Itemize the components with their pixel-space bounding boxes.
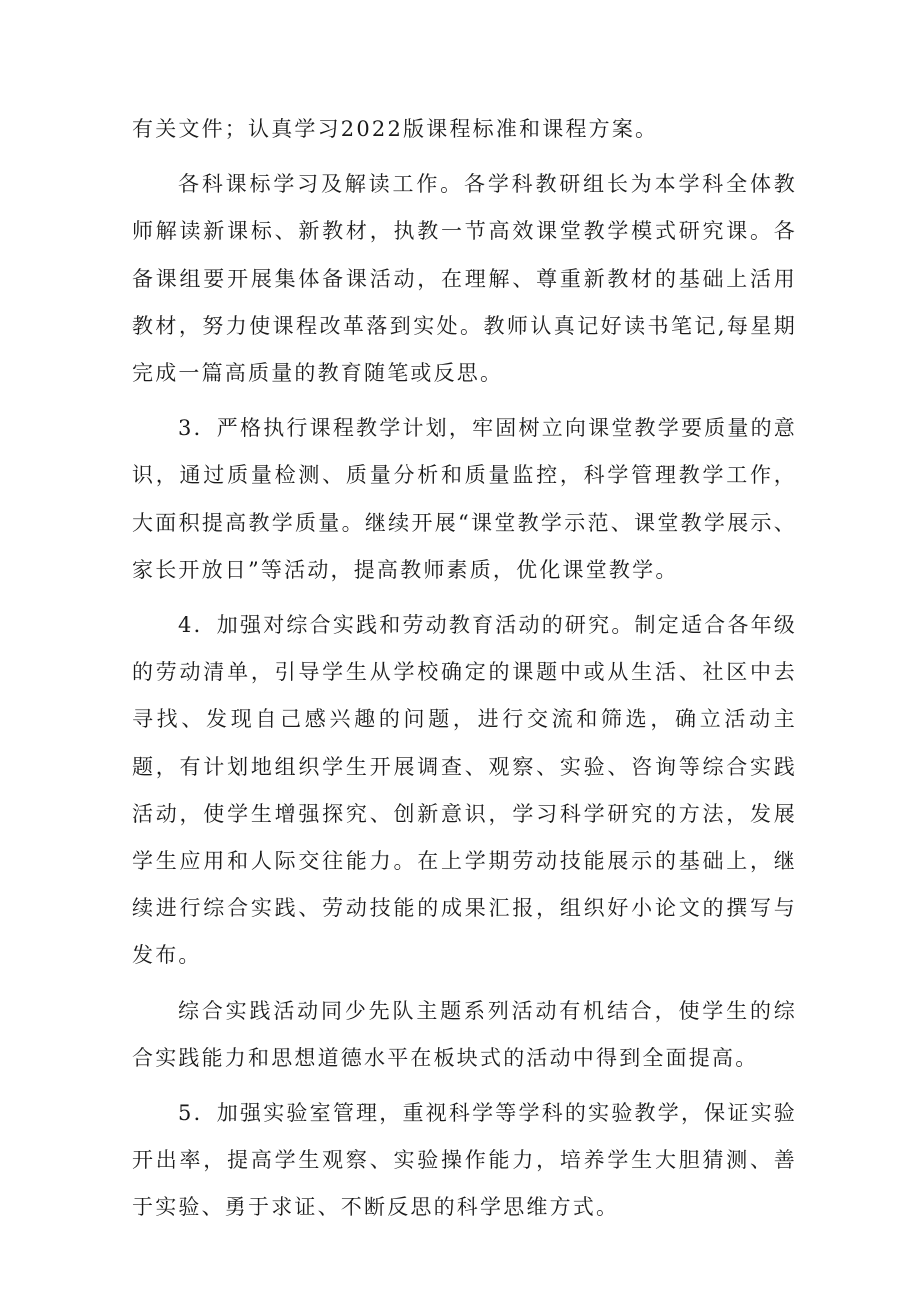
paragraph-item-5-laboratory: 5．加强实验室管理，重视科学等学科的实验教学，保证实验开出率，提高学生观察、实验操作能力，培养学生大胆猜测、善于实验、勇于求证、不断反思的科学思维方式。 — [132, 1101, 797, 1220]
paragraph-item-3-teaching-plan: 3．严格执行课程教学计划，牢固树立向课堂教学要质量的意识，通过质量检测、质量分析和质量监控，科学管理教学工作，大面积提高教学质量。继续开展“课堂教学示范、课堂教学展示、家长开放日”等活动，提高教师素质，优化课堂教学。 — [132, 416, 797, 582]
paragraph-pioneers-integration: 综合实践活动同少先队主题系列活动有机结合，使学生的综合实践能力和思想道德水平在板块式的活动中得到全面提高。 — [132, 998, 797, 1070]
paragraph-curriculum-study: 各科课标学习及解读工作。各学科教研组长为本学科全体教师解读新课标、新教材，执教一节高效课堂教学模式研究课。各备课组要开展集体备课活动，在理解、尊重新教材的基础上活用教材，努力使课程改革落到实处。教师认真记好读书笔记,每星期完成一篇高质量的教育随笔或反思。 — [132, 172, 797, 386]
document-body — [132, 106, 797, 1240]
paragraph-item-4-practice-labor: 4．加强对综合实践和劳动教育活动的研究。制定适合各年级的劳动清单，引导学生从学校确定的课题中或从生活、社区中去寻找、发现自己感兴趣的问题，进行交流和筛选，确立活动主题，有计划地组织学生开展调查、观察、实验、咨询等综合实践活动，使学生增强探究、创新意识，学习科学研究的方法，发展学生应用和人际交往能力。在上学期劳动技能展示的基础上，继续进行综合实践、劳动技能的成果汇报，组织好小论文的撰写与发布。 — [132, 613, 797, 968]
paragraph-continued-intro: 有关文件；认真学习2022版课程标准和课程方案。 — [132, 117, 659, 141]
